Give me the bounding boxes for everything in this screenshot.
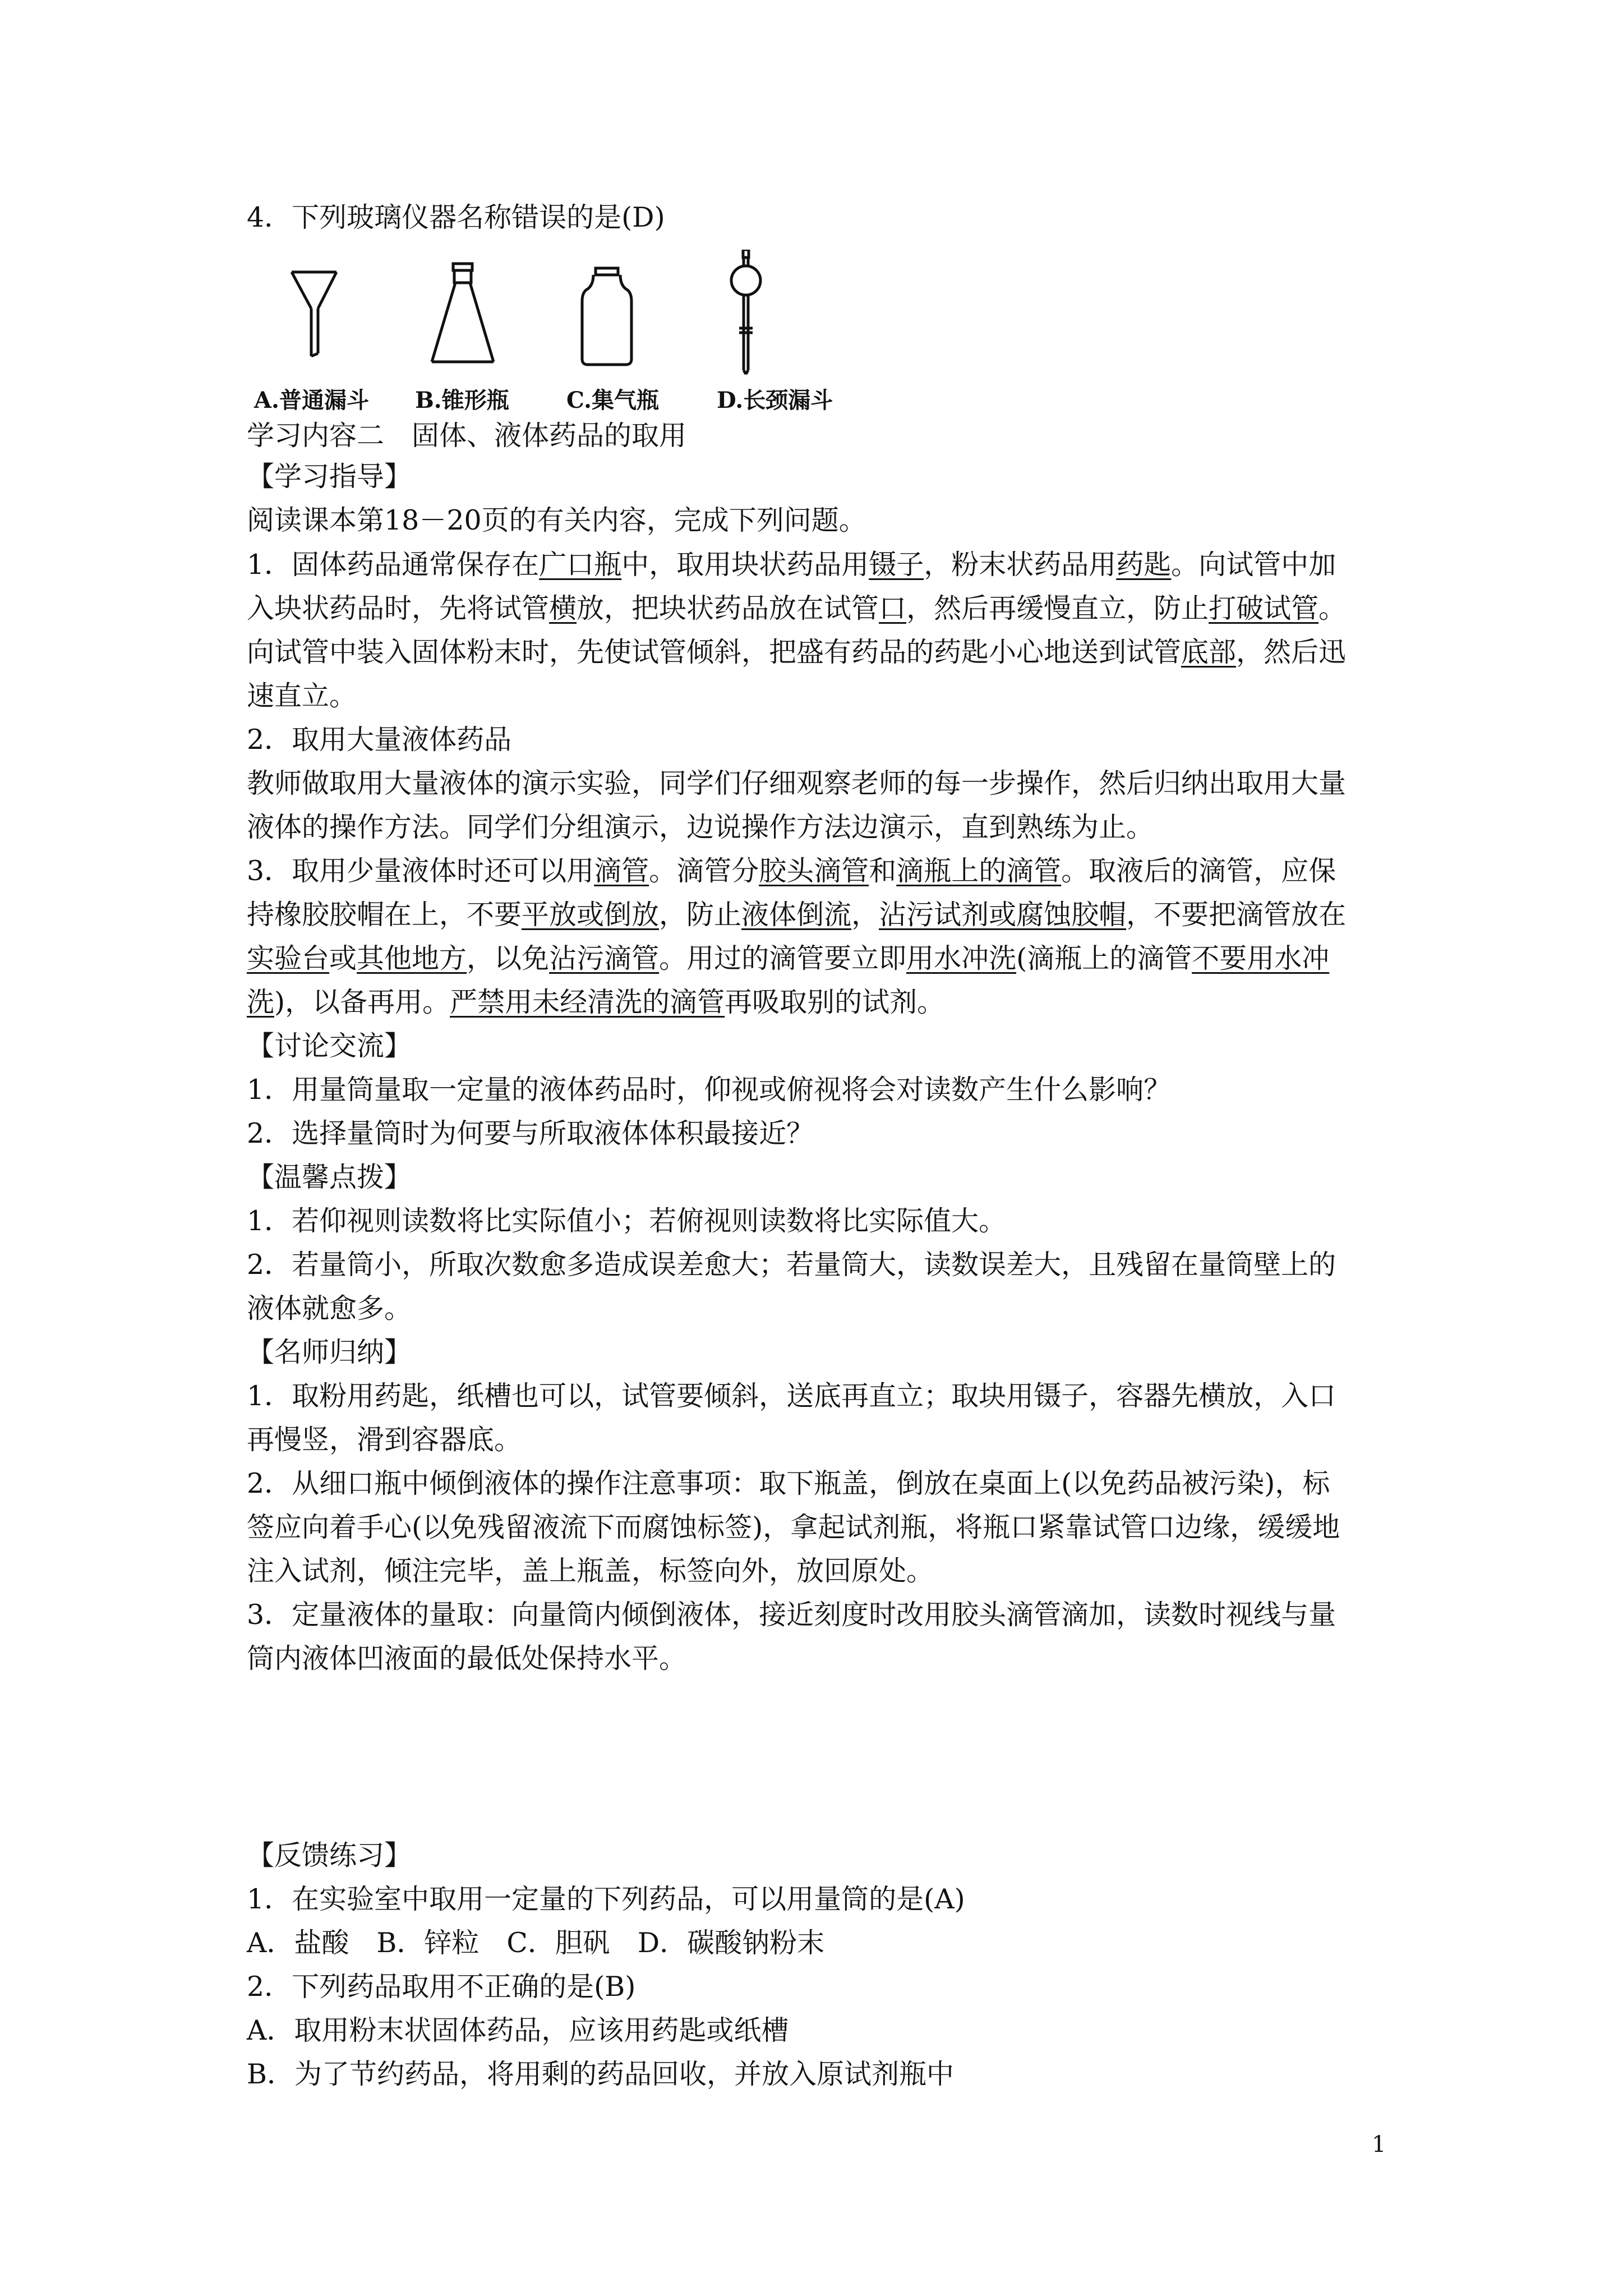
guide-p1-line4: 速直立。 [247,680,357,712]
tips-line: 2．若量筒小，所取次数愈多造成误差愈大；若量筒大，读数误差大，且残留在量筒壁上的 [247,1249,1336,1281]
summary-line: 1．取粉用药匙，纸槽也可以，试管要倾斜，送底再直立；取块用镊子，容器先横放，入口 [247,1380,1336,1412]
summary-line: 2．从细口瓶中倾倒液体的操作注意事项：取下瓶盖，倒放在桌面上(以免药品被污染)，标 [247,1467,1330,1499]
tips-line: 液体就愈多。 [247,1292,412,1324]
feedback-line: 2．下列药品取用不正确的是(B) [247,1971,636,2003]
answer-blank: 胶头滴管 [759,855,869,887]
answer-blank: 沾污滴管 [549,942,660,974]
guide-p3-line1: 3．取用少量液体时还可以用滴管。滴管分胶头滴管和滴瓶上的滴管。取液后的滴管，应保 [247,855,1336,887]
answer-blank: 不要用水冲 [1192,942,1330,974]
caption-d: D.长颈漏斗 [717,387,833,413]
gas-bottle-icon [582,268,631,365]
guide-p3-line3: 实验台或其他地方，以免沾污滴管。用过的滴管要立即用水冲洗(滴瓶上的滴管不要用水冲 [247,942,1330,974]
answer-blank: 打破试管 [1209,592,1319,624]
answer-blank: 横 [549,592,577,624]
caption-c: C.集气瓶 [566,387,660,413]
guide-heading: 【学习指导】 [247,461,412,493]
summary-line: 再慢竖，滑到容器底。 [247,1424,522,1456]
answer-blank: 严禁用未经清洗的滴管 [450,986,725,1018]
answer-blank: 洗 [247,986,275,1018]
feedback-line: 1．在实验室中取用一定量的下列药品，可以用量筒的是(A) [247,1883,965,1915]
guide-p3-line4: 洗)，以备再用。严禁用未经清洗的滴管再吸取别的试剂。 [247,986,945,1018]
summary-heading: 【名师归纳】 [247,1336,412,1368]
summary-line: 3．定量液体的量取：向量筒内倾倒液体，接近刻度时改用胶头滴管滴加，读数时视线与量 [247,1599,1336,1631]
answer-blank: 广口瓶 [539,549,622,581]
caption-b: B.锥形瓶 [415,387,509,413]
answer-blank: 镊子 [869,549,924,581]
question-4-stem: 4．下列玻璃仪器名称错误的是(D) [247,201,665,233]
tips-line: 1．若仰视则读数将比实际值小；若俯视则读数将比实际值大。 [247,1205,1007,1237]
answer-blank: 滴瓶上的滴管 [896,855,1062,887]
summary-line: 签应向着手心(以免残留液流下而腐蚀标签)，拿起试剂瓶，将瓶口紧靠试管口边缘，缓缓地 [247,1511,1340,1543]
answer-blank: 药匙 [1116,549,1172,581]
guide-p2-line1: 教师做取用大量液体的演示实验，同学们仔细观察老师的每一步操作，然后归纳出取用大量 [247,767,1347,799]
guide-intro: 阅读课本第18－20页的有关内容，完成下列问题。 [247,504,866,536]
guide-p2-line2: 液体的操作方法。同学们分组演示，边说操作方法边演示，直到熟练为止。 [247,811,1154,843]
guide-p2-title: 2．取用大量液体药品 [247,724,512,756]
guide-p1-line2: 入块状药品时，先将试管横放，把块状药品放在试管口，然后再缓慢直立，防止打破试管。 [247,592,1347,624]
discussion-item: 2．选择量筒时为何要与所取液体体积最接近？ [247,1117,814,1149]
answer-blank: 口 [879,592,907,624]
answer-blank: 用水冲洗 [906,942,1017,974]
feedback-line: B．为了节约药品，将用剩的药品回收，并放入原试剂瓶中 [247,2058,955,2090]
answer-blank: 其他地方 [357,942,467,974]
tips-heading: 【温馨点拨】 [247,1161,412,1193]
separatory-funnel-icon [731,250,760,374]
page-number: 1 [1372,2132,1386,2157]
summary-line: 注入试剂，倾注完毕，盖上瓶盖，标签向外，放回原处。 [247,1555,934,1587]
conical-flask-icon [432,264,494,362]
question-4-answer: D [632,201,654,233]
feedback-line: A．取用粉末状固体药品，应该用药匙或纸槽 [247,2014,789,2046]
discussion-item: 1．用量筒量取一定量的液体药品时，仰视或俯视将会对读数产生什么影响？ [247,1074,1172,1106]
answer-blank: 底部 [1181,636,1237,668]
guide-p3-line2: 持橡胶胶帽在上，不要平放或倒放，防止液体倒流，沾污试剂或腐蚀胶帽，不要把滴管放在 [247,899,1347,931]
answer-blank: 液体倒流 [741,899,852,931]
guide-p1-line3: 向试管中装入固体粉末时，先使试管倾斜，把盛有药品的药匙小心地送到试管底部，然后迅 [247,636,1347,668]
feedback-line: A．盐酸 B．锌粒 C．胆矾 D．碳酸钠粉末 [247,1927,825,1959]
funnel-icon [292,272,336,356]
discussion-heading: 【讨论交流】 [247,1030,412,1062]
summary-line: 筒内液体凹液面的最低处保持水平。 [247,1642,687,1674]
guide-p1-line1: 1．固体药品通常保存在广口瓶中，取用块状药品用镊子，粉末状药品用药匙。向试管中加 [247,549,1336,581]
answer-blank: 实验台 [247,942,330,974]
answer-blank: 滴管 [594,855,649,887]
answer-blank: 沾污试剂或腐蚀胶帽 [879,899,1127,931]
caption-a: A.普通漏斗 [254,387,369,413]
section-title: 学习内容二 固体、液体药品的取用 [247,420,687,452]
feedback-heading: 【反馈练习】 [247,1839,412,1871]
answer-blank: 平放或倒放 [522,899,660,931]
